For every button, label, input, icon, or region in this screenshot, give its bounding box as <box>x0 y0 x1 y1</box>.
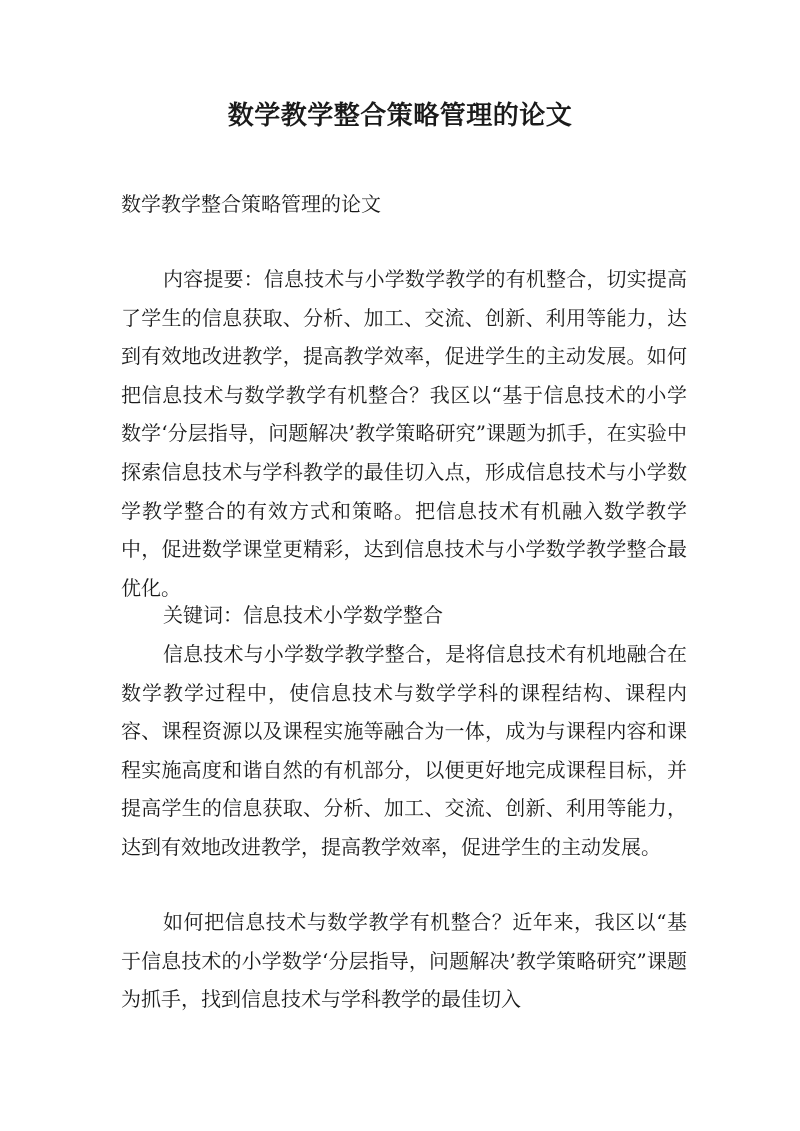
abstract-paragraph: 内容提要：信息技术与小学数学教学的有机整合，切实提高了学生的信息获取、分析、加工、交流、创新、利用等能力，达到有效地改进教学，提高教学效率，促进学生的主动发展。如何把信息技术与数学教学有机整合？我区以“基于信息技术的小学数学‘分层指导，问题解决’教学策略研究”课题为抓手，在实验中探索信息技术与学科教学的最佳切入点，形成信息技术与小学数学教学整合的有效方式和策略。把信息技术有机融入数学教学中，促进数学课堂更精彩，达到信息技术与小学数学教学整合最优化。 <box>121 267 687 600</box>
body-paragraph: 如何把信息技术与数学教学有机整合？近年来，我区以“基于信息技术的小学数学‘分层指导，问题解决’教学策略研究”课题为抓手，找到信息技术与学科教学的最佳切入 <box>121 910 687 1012</box>
body-paragraph: 信息技术与小学数学教学整合，是将信息技术有机地融合在数学教学过程中，使信息技术与数学学科的课程结构、课程内容、课程资源以及课程实施等融合为一体，成为与课程内容和课程实施高度和谐自然的有机部分，以便更好地完成课程目标，并提高学生的信息获取、分析、加工、交流、创新、利用等能力，达到有效地改进教学，提高教学效率，促进学生的主动发展。 <box>121 642 687 859</box>
document-title: 数学教学整合策略管理的论文 <box>227 101 573 131</box>
keywords-paragraph: 关键词：信息技术小学数学整合 <box>163 603 443 627</box>
document-subtitle: 数学教学整合策略管理的论文 <box>121 192 381 216</box>
